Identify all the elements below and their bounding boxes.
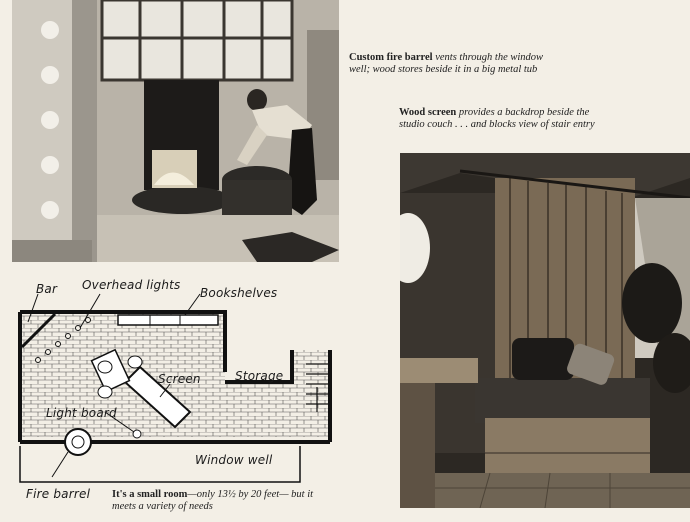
floor-plan-drawing — [10, 272, 350, 507]
small-room-caption-text: —only 13½ by 20 feet— but it meets a variety of needs — [112, 489, 314, 512]
wood-screen-caption-text: provides a backdrop beside the studio couch . . . and blocks view of stair entry — [399, 107, 595, 130]
plan-label-overhead-lights: Overhead lights — [82, 278, 181, 292]
small-room-caption-lead: It's a small room — [112, 489, 188, 500]
plan-label-light-board: Light board — [46, 406, 117, 420]
fire-barrel-photo-image — [12, 0, 339, 262]
plan-label-bar: Bar — [36, 282, 58, 296]
plan-label-bookshelves: Bookshelves — [200, 286, 278, 300]
plan-label-fire-barrel: Fire barrel — [26, 487, 91, 501]
floor-plan — [10, 272, 350, 507]
fire-barrel-caption — [349, 52, 549, 76]
wood-screen-caption-lead: Wood screen — [399, 107, 457, 118]
plan-label-storage: Storage — [235, 369, 284, 383]
fire-barrel-photo — [12, 0, 339, 262]
fire-barrel-caption-text: vents through the window well; wood stores beside it in a big metal tub — [349, 52, 544, 75]
wood-screen-photo-image — [400, 153, 690, 508]
plan-label-window-well: Window well — [195, 453, 273, 467]
small-room-caption — [112, 489, 332, 513]
fire-barrel-caption-lead: Custom fire barrel — [349, 52, 433, 63]
wood-screen-caption — [399, 107, 599, 131]
plan-label-screen: Screen — [158, 372, 201, 386]
wood-screen-photo — [400, 153, 690, 508]
